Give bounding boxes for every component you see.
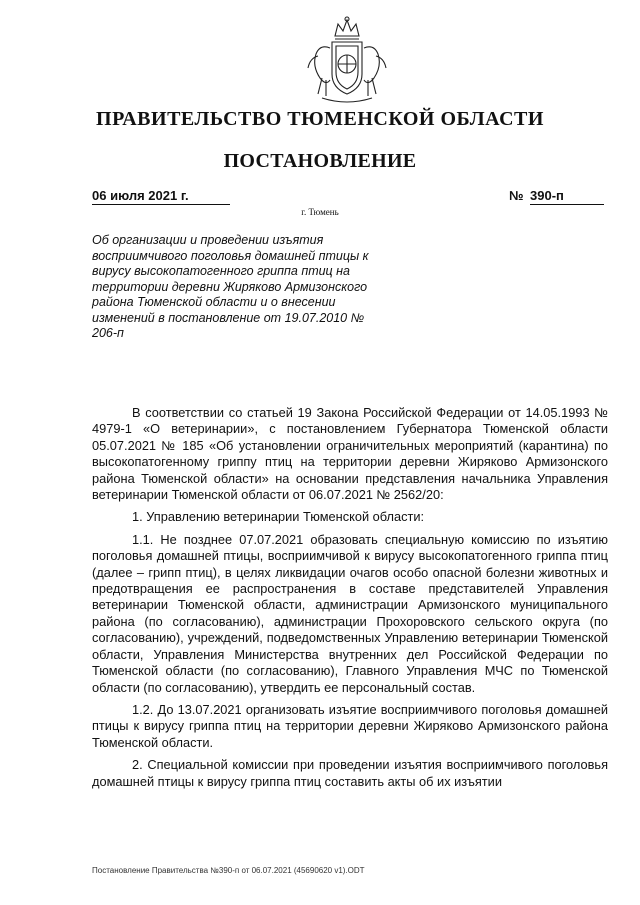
- document-body: [92, 405, 608, 796]
- paragraph-preamble: В соответствии со статьей 19 Закона Российской Федерации от 14.05.1993 № 4979-1 «О ветеринарии», с постановлением Губернатора Тюменской области 05.07.2021 № 185 «Об установлении ограничительных мероприятий (карантина) по высокопатогенному гриппу птиц на территории деревни Жиряково Армизонского района Тюменской области» на основании представления начальника Управления ветеринарии Тюменской области от 06.07.2021 № 2562/20:: [92, 405, 608, 503]
- document-number-label: №: [509, 188, 524, 203]
- document-date: 06 июля 2021 г.: [92, 188, 230, 205]
- document-footer: Постановление Правительства №390-п от 06.07.2021 (45690620 v1).ODT: [92, 866, 365, 875]
- document-city: г. Тюмень: [301, 207, 339, 217]
- paragraph-2: 2. Специальной комиссии при проведении изъятия восприимчивого поголовья домашней птицы к вирусу гриппа птиц составить акты об их изъятии: [92, 757, 608, 789]
- paragraph-1: 1. Управлению ветеринарии Тюменской области:: [132, 509, 425, 525]
- paragraph-1-2: 1.2. До 13.07.2021 организовать изъятие восприимчивого поголовья домашней птицы к вирусу гриппа птиц на территории деревни Жиряково Армизонского района Тюменской области.: [92, 701, 608, 750]
- document-type: ПОСТАНОВЛЕНИЕ: [223, 150, 417, 172]
- paragraph-1-1: 1.1. Не позднее 07.07.2021 образовать специальную комиссию по изъятию поголовья домашней птицы, восприимчивой к вирусу высокопатогенного гриппа птиц (далее – грипп птиц), в целях ликвидации очагов особо опасной болезни животных и предотвращения ее распространения в составе представителей Управления ветеринарии Тюменской области, администрации Армизонского муниципального района (по согласованию), администрации Прохоровского сельского округа (по согласованию), учреждений, подведомственных Управлению ветеринарии Тюменской области, Управления Министерства внутренних дел Российской Федерации по Тюменской области (по согласованию), Главного Управления МЧС по Тюменской области (по согласованию), утвердить ее персональный состав.: [92, 531, 608, 695]
- document-subject: Об организации и проведении изъятия восприимчивого поголовья домашней птицы к вирусу высокопатогенного гриппа птиц на территории деревни Жиряково Армизонского района Тюменской области и о внесении изменений в постановление от 19.07.2010 № 206-п: [92, 233, 369, 340]
- coat-of-arms-icon: [302, 14, 392, 106]
- document-number: 390-п: [530, 188, 604, 205]
- government-title: ПРАВИТЕЛЬСТВО ТЮМЕНСКОЙ ОБЛАСТИ: [96, 108, 544, 130]
